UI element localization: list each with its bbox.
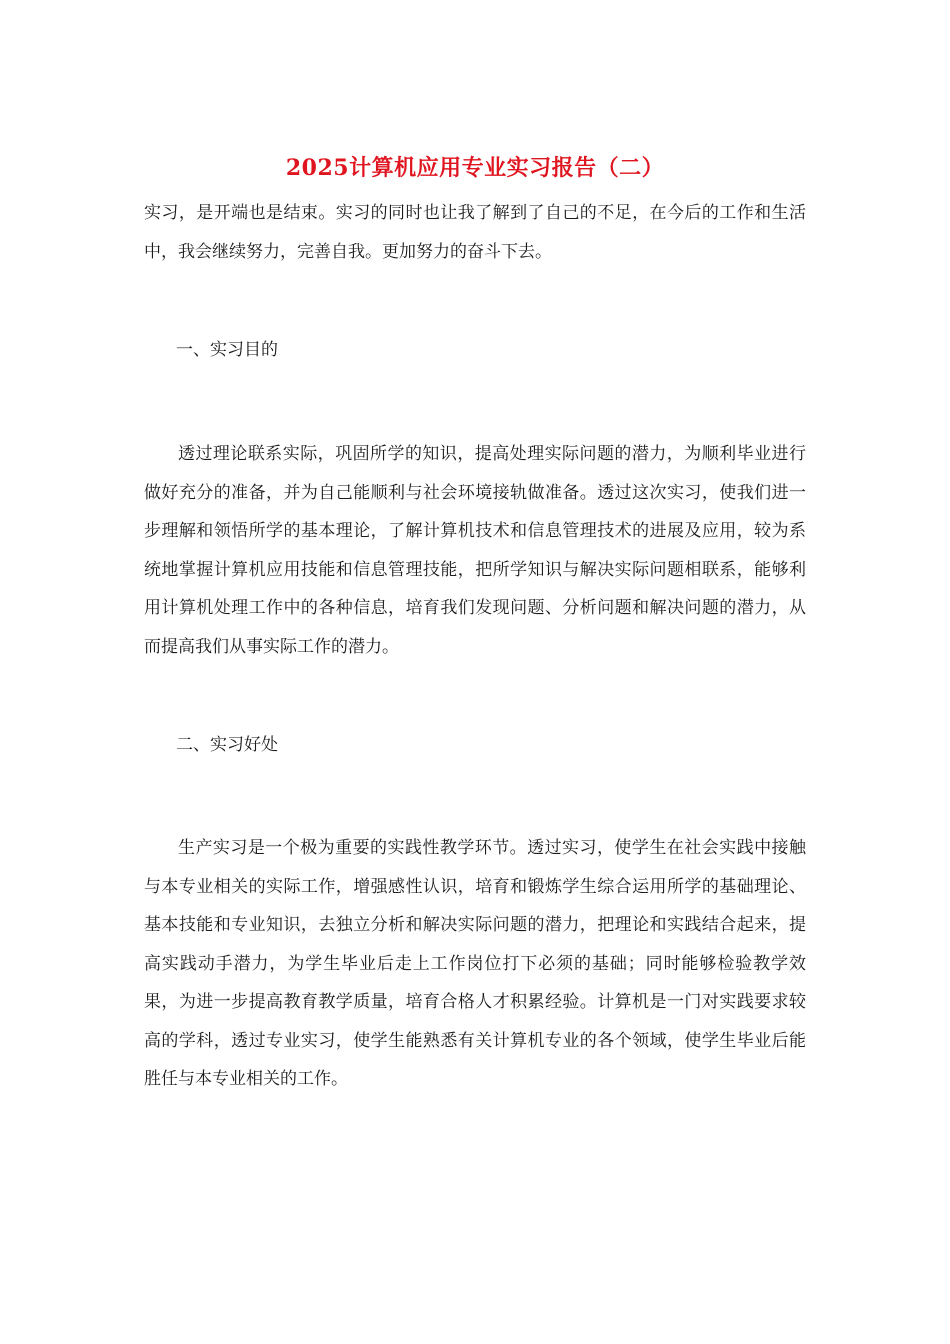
section-body-purpose: 透过理论联系实际，巩固所学的知识，提高处理实际问题的潜力，为顺利毕业进行做好充分的准备，并为自己能顺利与社会环境接轨做准备。透过这次实习，使我们进一步理解和领悟所学的基本理论，了解计算机技术和信息管理技术的进展及应用，较为系统地掌握计算机应用技能和信息管理技能，把所学知识与解决实际问题相联系，能够利用计算机处理工作中的各种信息，培育我们发现问题、分析问题和解决问题的潜力，从而提高我们从事实际工作的潜力。: [144, 444, 806, 657]
section-heading-benefits: 二、实习好处: [176, 735, 278, 755]
page-title: 2025计算机应用专业实习报告（二）: [285, 155, 665, 181]
section-heading-purpose: 一、实习目的: [176, 340, 278, 360]
section-body-benefits: 生产实习是一个极为重要的实践性教学环节。透过实习，使学生在社会实践中接触与本专业相关的实际工作，增强感性认识，培育和锻炼学生综合运用所学的基础理论、基本技能和专业知识，去独立分析和解决实际问题的潜力，把理论和实践结合起来，提高实践动手潜力，为学生毕业后走上工作岗位打下必须的基础；同时能够检验教学效果，为进一步提高教育教学质量，培育合格人才积累经验。计算机是一门对实践要求较高的学科，透过专业实习，使学生能熟悉有关计算机专业的各个领域，使学生毕业后能胜任与本专业相关的工作。: [144, 838, 806, 1089]
intro-paragraph: 实习，是开端也是结束。实习的同时也让我了解到了自己的不足，在今后的工作和生活中，我会继续努力，完善自我。更加努力的奋斗下去。: [144, 203, 806, 262]
